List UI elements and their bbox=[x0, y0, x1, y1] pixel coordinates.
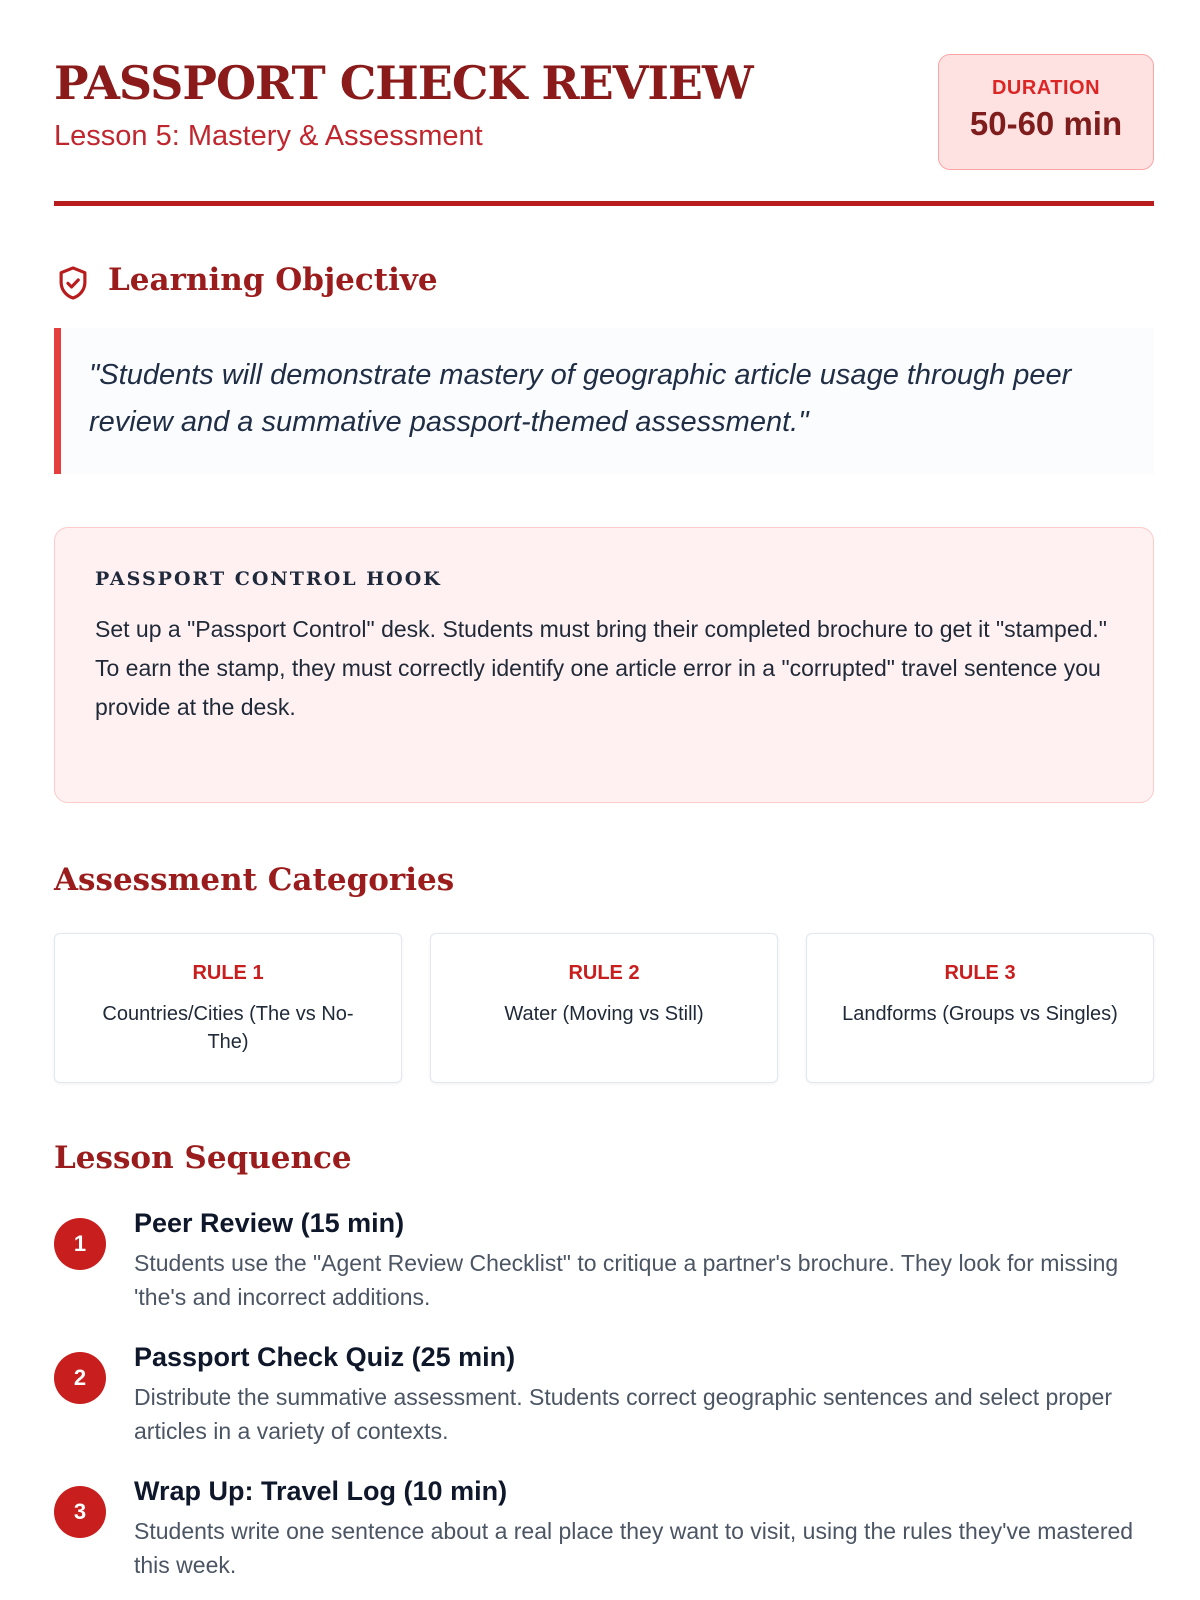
hook-title: PASSPORT CONTROL HOOK bbox=[95, 568, 442, 590]
step-number-badge: 2 bbox=[54, 1352, 106, 1404]
rule-description: Landforms (Groups vs Singles) bbox=[842, 1003, 1118, 1025]
shield-check-icon bbox=[54, 264, 92, 302]
rule-card bbox=[430, 933, 778, 1083]
rule-description: Countries/Cities (The vs No-The) bbox=[102, 1003, 354, 1053]
hook-text: Set up a "Passport Control" desk. Students must bring their completed brochure to get it "stamped." To earn the stamp, they must correctly identify one article error in a "corrupted" travel sentence you provide at the desk. bbox=[95, 616, 1107, 720]
passport-control-hook-card bbox=[54, 527, 1154, 803]
step-description: Distribute the summative assessment. Students correct geographic sentences and select proper articles in a variety of contexts. bbox=[134, 1384, 1112, 1444]
rule-label: RULE 2 bbox=[568, 962, 640, 984]
rule-cards bbox=[54, 933, 1154, 1083]
rule-card bbox=[54, 933, 402, 1083]
step-number-badge: 3 bbox=[54, 1486, 106, 1538]
duration-badge bbox=[938, 54, 1154, 170]
sequence-step bbox=[54, 1476, 1154, 1596]
rule-label: RULE 3 bbox=[944, 962, 1016, 984]
sequence-step bbox=[54, 1342, 1154, 1462]
rule-label: RULE 1 bbox=[192, 962, 264, 984]
objective-quote: "Students will demonstrate mastery of geographic article usage through peer review and a summative passport-themed assessment." bbox=[54, 328, 1154, 474]
step-description: Students use the "Agent Review Checklist" to critique a partner's brochure. They look for missing 'the's and incorrect additions. bbox=[134, 1250, 1119, 1310]
lesson-subtitle: Lesson 5: Mastery & Assessment bbox=[54, 120, 483, 152]
page-title: PASSPORT CHECK REVIEW bbox=[54, 56, 753, 110]
rule-description: Water (Moving vs Still) bbox=[504, 1003, 704, 1025]
rule-card bbox=[806, 933, 1154, 1083]
assessment-categories-heading: Assessment Categories bbox=[54, 862, 455, 898]
learning-objective-heading: Learning Objective bbox=[108, 262, 438, 298]
step-title: Wrap Up: Travel Log (10 min) bbox=[134, 1476, 508, 1506]
duration-label: DURATION bbox=[991, 77, 1101, 99]
step-number-badge: 1 bbox=[54, 1218, 106, 1270]
lesson-sequence-heading: Lesson Sequence bbox=[54, 1140, 352, 1176]
duration-value: 50-60 min bbox=[969, 105, 1123, 142]
sequence-step bbox=[54, 1208, 1154, 1328]
lesson-plan-page bbox=[54, 0, 1154, 1578]
step-description: Students write one sentence about a real place they want to visit, using the rules they've mastered this week. bbox=[134, 1518, 1134, 1578]
step-title: Passport Check Quiz (25 min) bbox=[134, 1342, 516, 1372]
page-header bbox=[54, 0, 1154, 206]
step-title: Peer Review (15 min) bbox=[134, 1208, 405, 1238]
